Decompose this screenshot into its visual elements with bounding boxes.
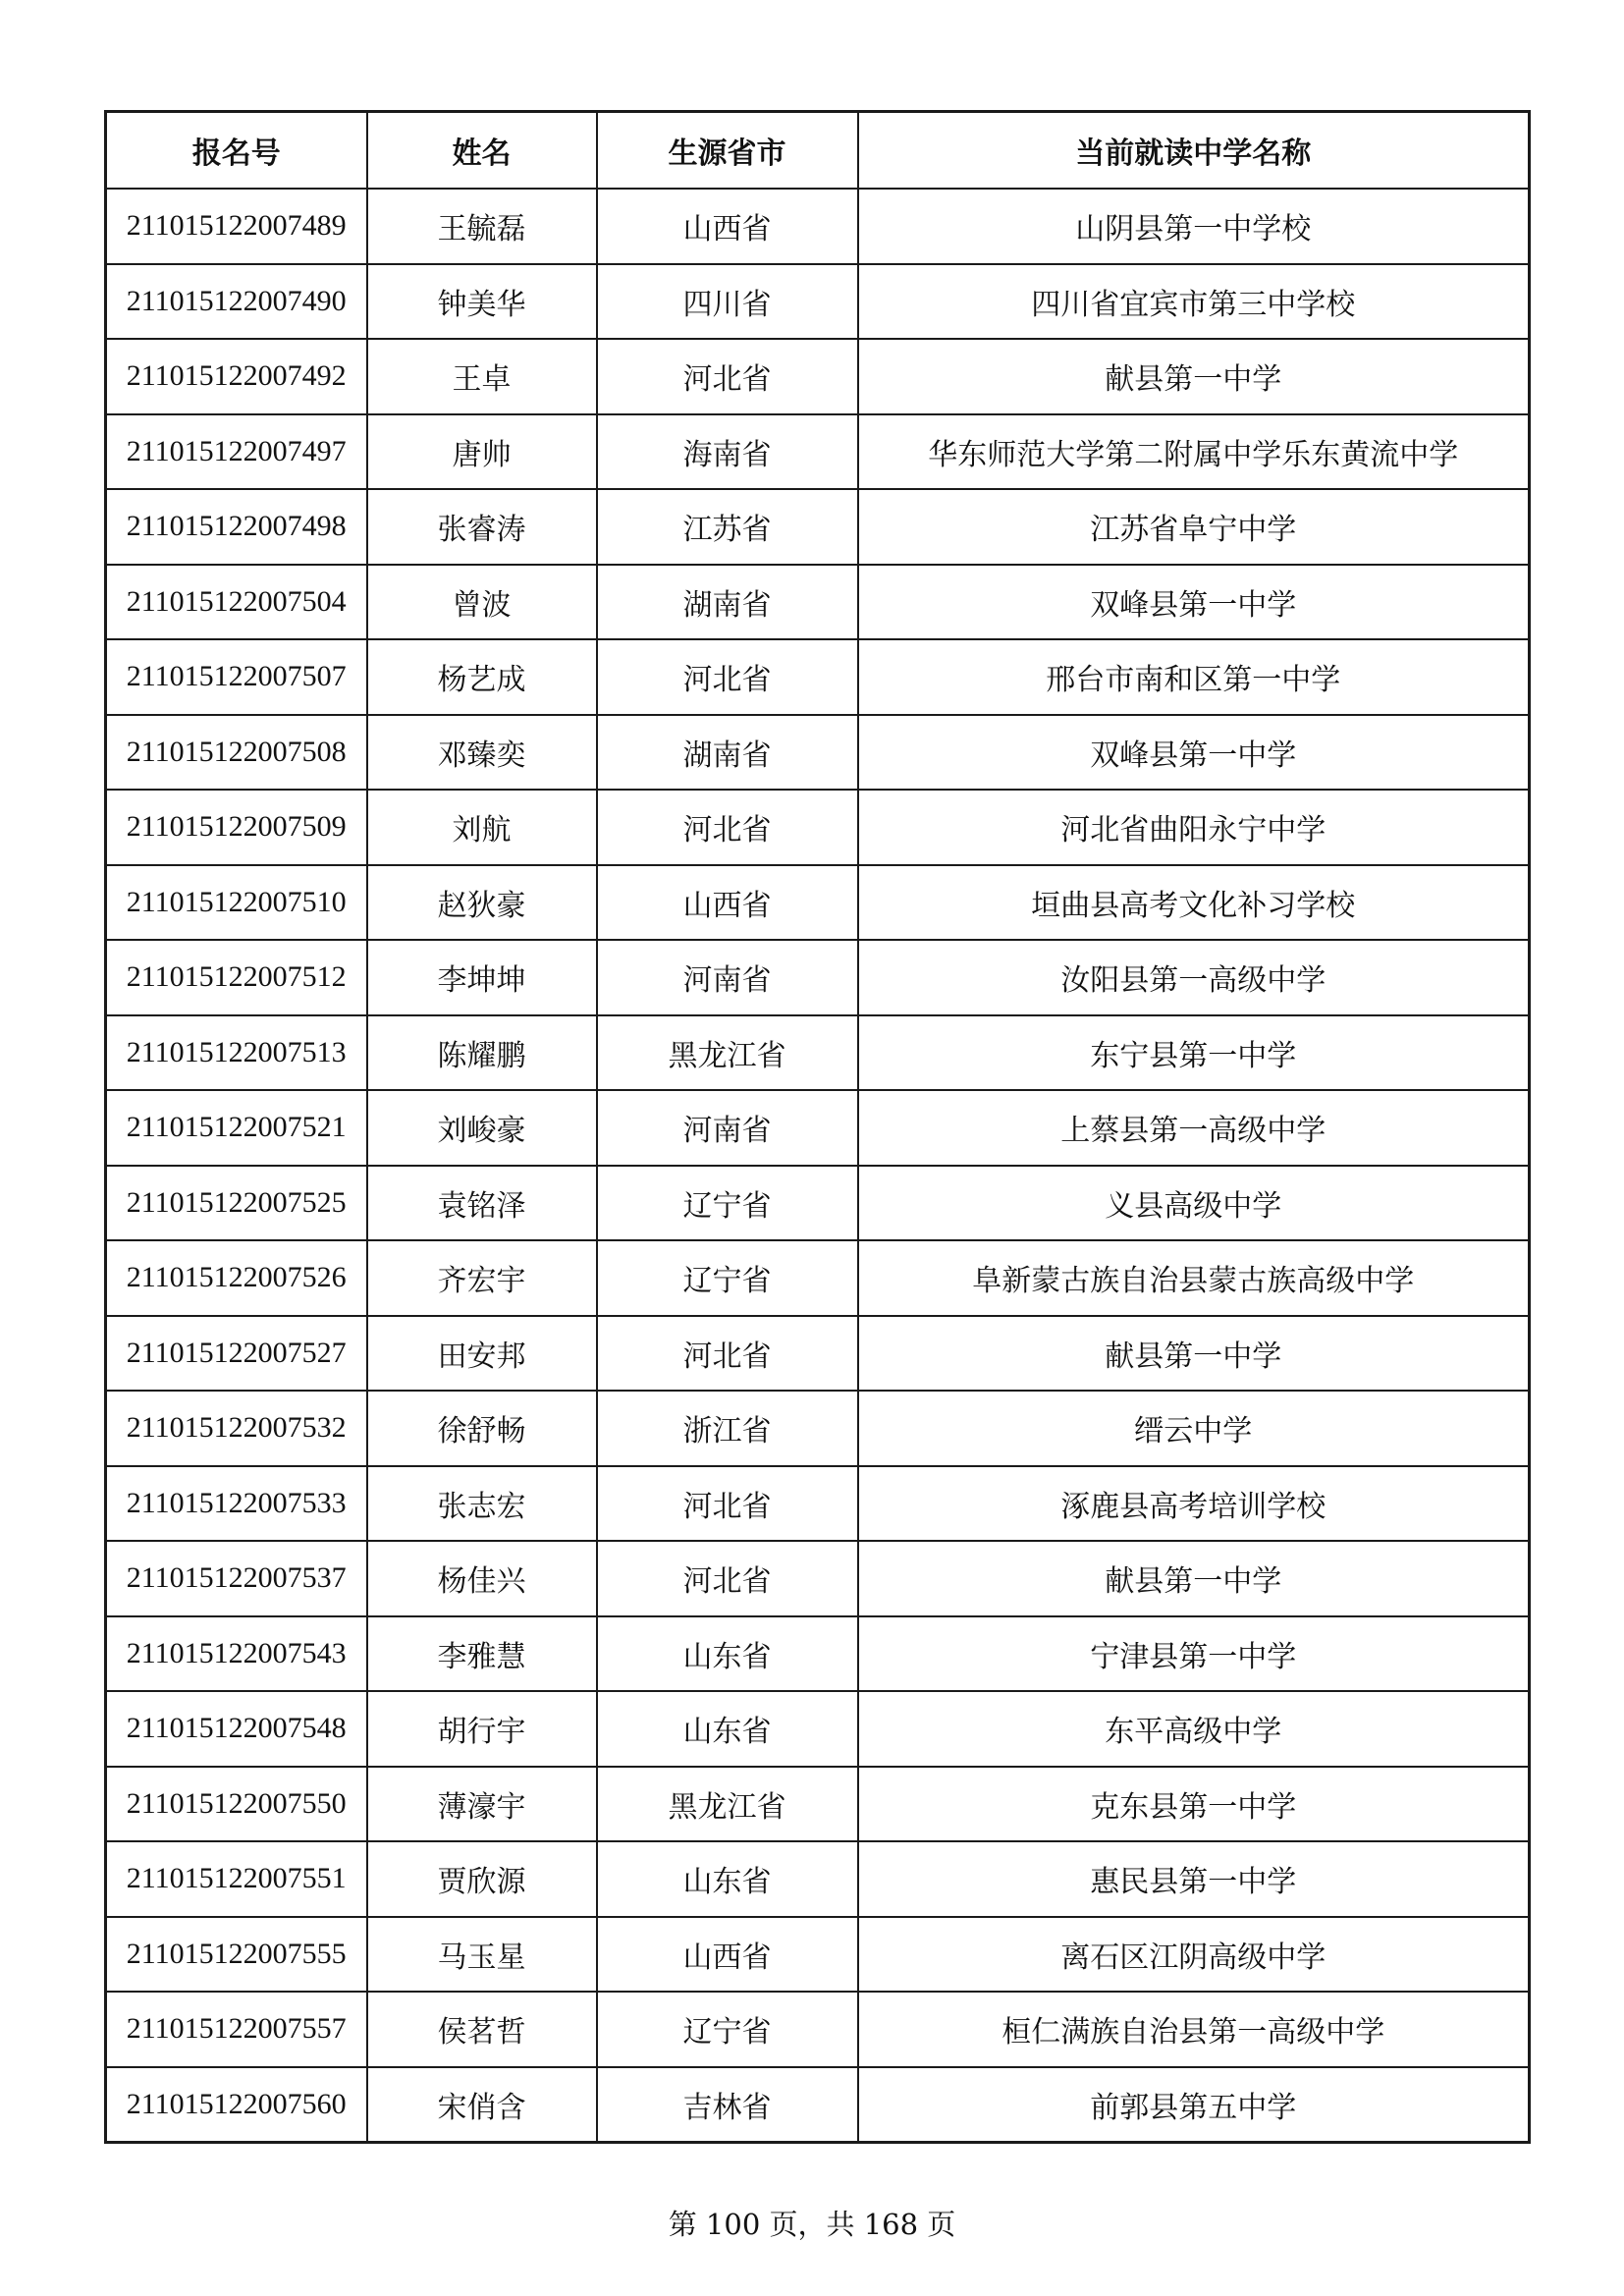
table-row (106, 414, 1530, 490)
school-cell: 惠民县第一中学 (858, 1841, 1530, 1917)
province-cell: 辽宁省 (597, 1240, 858, 1316)
province-cell: 山东省 (597, 1691, 858, 1767)
school-cell: 双峰县第一中学 (858, 565, 1530, 640)
page-number: 第 100 页，共 168 页 (668, 2208, 956, 2241)
school-cell: 宁津县第一中学 (858, 1616, 1530, 1692)
province-cell: 山西省 (597, 189, 858, 264)
school-cell: 献县第一中学 (858, 1541, 1530, 1616)
school-cell: 离石区江阴高级中学 (858, 1917, 1530, 1993)
header-registration-number: 报名号 (106, 112, 367, 190)
province-cell: 湖南省 (597, 565, 858, 640)
table-row (106, 1166, 1530, 1241)
name-cell: 张睿涛 (367, 489, 597, 565)
registration-number-cell: 211015122007527 (106, 1316, 367, 1392)
name-cell: 赵狄豪 (367, 865, 597, 941)
school-cell: 上蔡县第一高级中学 (858, 1090, 1530, 1166)
registration-number-cell: 211015122007489 (106, 189, 367, 264)
name-cell: 陈耀鹏 (367, 1015, 597, 1091)
school-cell: 垣曲县高考文化补习学校 (858, 865, 1530, 941)
province-cell: 湖南省 (597, 715, 858, 791)
registration-number-cell: 211015122007509 (106, 790, 367, 865)
registration-number-cell: 211015122007555 (106, 1917, 367, 1993)
school-cell: 献县第一中学 (858, 339, 1530, 414)
province-cell: 河北省 (597, 1541, 858, 1616)
name-cell: 李雅慧 (367, 1616, 597, 1692)
name-cell: 曾波 (367, 565, 597, 640)
registration-number-cell: 211015122007532 (106, 1391, 367, 1466)
registration-number-cell: 211015122007512 (106, 940, 367, 1015)
table-row (106, 1090, 1530, 1166)
registration-number-cell: 211015122007490 (106, 264, 367, 340)
table-row (106, 639, 1530, 715)
name-cell: 胡行宇 (367, 1691, 597, 1767)
province-cell: 江苏省 (597, 489, 858, 565)
school-cell: 汝阳县第一高级中学 (858, 940, 1530, 1015)
province-cell: 山东省 (597, 1616, 858, 1692)
table-row (106, 1391, 1530, 1466)
registration-number-cell: 211015122007497 (106, 414, 367, 490)
registration-number-cell: 211015122007513 (106, 1015, 367, 1091)
table-row (106, 790, 1530, 865)
table-row (106, 565, 1530, 640)
registration-number-cell: 211015122007551 (106, 1841, 367, 1917)
name-cell: 王毓磊 (367, 189, 597, 264)
school-cell: 涿鹿县高考培训学校 (858, 1466, 1530, 1542)
province-cell: 四川省 (597, 264, 858, 340)
registration-number-cell: 211015122007507 (106, 639, 367, 715)
province-cell: 浙江省 (597, 1391, 858, 1466)
province-cell: 河北省 (597, 790, 858, 865)
school-cell: 献县第一中学 (858, 1316, 1530, 1392)
table-row (106, 1466, 1530, 1542)
name-cell: 侯茗哲 (367, 1992, 597, 2067)
table-row (106, 2067, 1530, 2143)
province-cell: 海南省 (597, 414, 858, 490)
name-cell: 邓臻奕 (367, 715, 597, 791)
name-cell: 李坤坤 (367, 940, 597, 1015)
province-cell: 辽宁省 (597, 1992, 858, 2067)
name-cell: 薄濠宇 (367, 1767, 597, 1842)
table-row (106, 1240, 1530, 1316)
table-header-row (106, 112, 1530, 190)
name-cell: 唐帅 (367, 414, 597, 490)
registration-number-cell: 211015122007550 (106, 1767, 367, 1842)
table-row (106, 940, 1530, 1015)
name-cell: 张志宏 (367, 1466, 597, 1542)
school-cell: 双峰县第一中学 (858, 715, 1530, 791)
table-row (106, 1767, 1530, 1842)
province-cell: 河北省 (597, 639, 858, 715)
school-cell: 河北省曲阳永宁中学 (858, 790, 1530, 865)
registration-number-cell: 211015122007510 (106, 865, 367, 941)
school-cell: 前郭县第五中学 (858, 2067, 1530, 2143)
registration-number-cell: 211015122007557 (106, 1992, 367, 2067)
province-cell: 山东省 (597, 1841, 858, 1917)
table-row (106, 1541, 1530, 1616)
province-cell: 河北省 (597, 1316, 858, 1392)
header-name: 姓名 (367, 112, 597, 190)
province-cell: 山西省 (597, 865, 858, 941)
table-row (106, 1316, 1530, 1392)
registration-number-cell: 211015122007560 (106, 2067, 367, 2143)
registration-number-cell: 211015122007525 (106, 1166, 367, 1241)
name-cell: 贾欣源 (367, 1841, 597, 1917)
registration-number-cell: 211015122007521 (106, 1090, 367, 1166)
school-cell: 东平高级中学 (858, 1691, 1530, 1767)
table-row (106, 189, 1530, 264)
school-cell: 山阴县第一中学校 (858, 189, 1530, 264)
name-cell: 杨艺成 (367, 639, 597, 715)
name-cell: 宋俏含 (367, 2067, 597, 2143)
table-row (106, 1917, 1530, 1993)
province-cell: 黑龙江省 (597, 1767, 858, 1842)
table-row (106, 339, 1530, 414)
registration-number-cell: 211015122007508 (106, 715, 367, 791)
header-province: 生源省市 (597, 112, 858, 190)
name-cell: 刘峻豪 (367, 1090, 597, 1166)
student-roster-table (104, 110, 1531, 2144)
name-cell: 齐宏宇 (367, 1240, 597, 1316)
school-cell: 四川省宜宾市第三中学校 (858, 264, 1530, 340)
name-cell: 杨佳兴 (367, 1541, 597, 1616)
table-row (106, 264, 1530, 340)
school-cell: 克东县第一中学 (858, 1767, 1530, 1842)
name-cell: 袁铭泽 (367, 1166, 597, 1241)
school-cell: 邢台市南和区第一中学 (858, 639, 1530, 715)
name-cell: 马玉星 (367, 1917, 597, 1993)
table-row (106, 1992, 1530, 2067)
table-body (106, 189, 1530, 2143)
table-row (106, 715, 1530, 791)
province-cell: 河北省 (597, 339, 858, 414)
province-cell: 河南省 (597, 1090, 858, 1166)
school-cell: 义县高级中学 (858, 1166, 1530, 1241)
registration-number-cell: 211015122007533 (106, 1466, 367, 1542)
name-cell: 田安邦 (367, 1316, 597, 1392)
table-row (106, 1015, 1530, 1091)
name-cell: 刘航 (367, 790, 597, 865)
table-row (106, 1691, 1530, 1767)
province-cell: 黑龙江省 (597, 1015, 858, 1091)
name-cell: 王卓 (367, 339, 597, 414)
province-cell: 河北省 (597, 1466, 858, 1542)
table-row (106, 489, 1530, 565)
school-cell: 阜新蒙古族自治县蒙古族高级中学 (858, 1240, 1530, 1316)
school-cell: 东宁县第一中学 (858, 1015, 1530, 1091)
table-row (106, 1616, 1530, 1692)
province-cell: 山西省 (597, 1917, 858, 1993)
registration-number-cell: 211015122007526 (106, 1240, 367, 1316)
school-cell: 江苏省阜宁中学 (858, 489, 1530, 565)
province-cell: 吉林省 (597, 2067, 858, 2143)
province-cell: 辽宁省 (597, 1166, 858, 1241)
school-cell: 缙云中学 (858, 1391, 1530, 1466)
name-cell: 徐舒畅 (367, 1391, 597, 1466)
table-row (106, 1841, 1530, 1917)
table-row (106, 865, 1530, 941)
registration-number-cell: 211015122007537 (106, 1541, 367, 1616)
registration-number-cell: 211015122007492 (106, 339, 367, 414)
registration-number-cell: 211015122007498 (106, 489, 367, 565)
registration-number-cell: 211015122007543 (106, 1616, 367, 1692)
province-cell: 河南省 (597, 940, 858, 1015)
header-school: 当前就读中学名称 (858, 112, 1530, 190)
registration-number-cell: 211015122007504 (106, 565, 367, 640)
school-cell: 桓仁满族自治县第一高级中学 (858, 1992, 1530, 2067)
name-cell: 钟美华 (367, 264, 597, 340)
registration-number-cell: 211015122007548 (106, 1691, 367, 1767)
school-cell: 华东师范大学第二附属中学乐东黄流中学 (858, 414, 1530, 490)
